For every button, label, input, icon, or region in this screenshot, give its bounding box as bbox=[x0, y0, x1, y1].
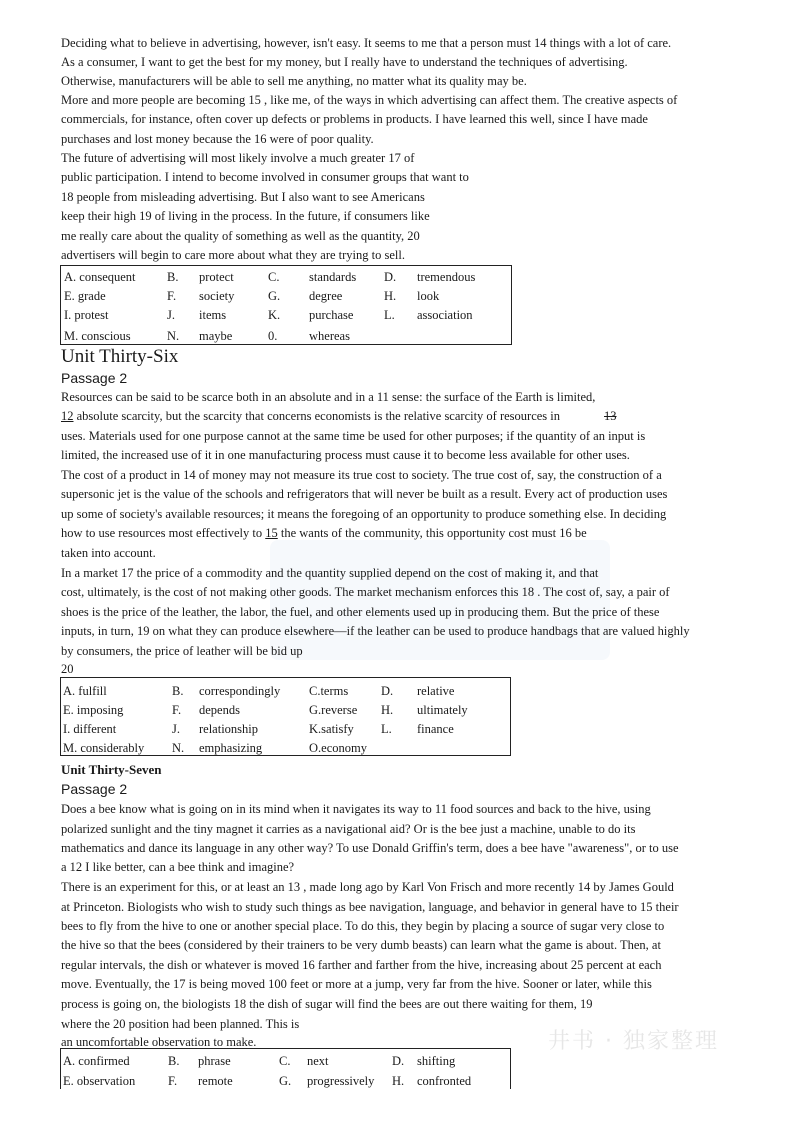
option-letter: L. bbox=[381, 722, 392, 736]
option-letter: H. bbox=[384, 289, 397, 303]
option-letter: F. bbox=[167, 289, 177, 303]
word-bank-unit35 bbox=[60, 265, 512, 345]
text-line: In a market 17 the price of a commodity and the quantity supplied depend on the cost of making it, and that bbox=[61, 566, 599, 580]
text-line: limited, the increased use of it in one manufacturing process must cause it to become less available for other uses. bbox=[61, 448, 630, 462]
option: look bbox=[417, 289, 440, 303]
text-line: regular intervals, the dish or whatever is moved 16 farther and farther from the hive, increasing about 25 percent at each bbox=[61, 958, 662, 972]
option: E. grade bbox=[64, 289, 106, 303]
text-line: polarized sunlight and the tiny magnet it carries as a navigational aid? Or is the bee just a machine, unable to do its bbox=[61, 822, 636, 836]
text-line: Otherwise, manufacturers will be able to sell me anything, no matter what its quality may be. bbox=[61, 74, 527, 88]
text-line: commercials, for instance, often cover up defects or problems in products. I have learned this well, since I have made bbox=[61, 112, 648, 126]
option: E. imposing bbox=[63, 703, 124, 717]
text-line: advertisers will begin to care more about what they are trying to sell. bbox=[61, 248, 405, 262]
option-letter: H. bbox=[392, 1074, 405, 1088]
option-letter: N. bbox=[172, 741, 185, 755]
option-letter: D. bbox=[384, 270, 397, 284]
text-line: 18 people from misleading advertising. But I also want to see Americans bbox=[61, 190, 425, 204]
option: correspondingly bbox=[199, 684, 281, 698]
option: relative bbox=[417, 684, 455, 698]
text-line: keep their high 19 of living in the process. In the future, if consumers like bbox=[61, 209, 430, 223]
text-line: The future of advertising will most likely involve a much greater 17 of bbox=[61, 151, 415, 165]
option: A. confirmed bbox=[63, 1054, 130, 1068]
option-letter: H. bbox=[381, 703, 394, 717]
option: ultimately bbox=[417, 703, 468, 717]
option: A. consequent bbox=[64, 270, 136, 284]
unit36-passage-label: Passage 2 bbox=[61, 370, 128, 386]
option: M. conscious bbox=[64, 329, 131, 343]
word-bank-unit36 bbox=[60, 677, 511, 756]
text-line: at Princeton. Biologists who wish to study such things as bee navigation, language, and behavior in general have to 15 their bbox=[61, 900, 679, 914]
option-letter: J. bbox=[167, 308, 175, 322]
option: E. observation bbox=[63, 1074, 136, 1088]
option-letter: D. bbox=[381, 684, 394, 698]
option: phrase bbox=[198, 1054, 231, 1068]
option: remote bbox=[198, 1074, 233, 1088]
option: emphasizing bbox=[199, 741, 263, 755]
text-line: up some of society's available resources; it means the foregoing of an opportunity to produce something else. In deciding bbox=[61, 507, 667, 521]
option-letter: N. bbox=[167, 329, 180, 343]
option-letter: C. bbox=[279, 1054, 291, 1068]
text-line bbox=[61, 524, 587, 544]
text-line: shoes is the price of the leather, the labor, the fuel, and other elements used up in producing them. But the price of these bbox=[61, 605, 660, 619]
text-line: purchases and lost money because the 16 were of poor quality. bbox=[61, 132, 374, 146]
option: whereas bbox=[309, 329, 350, 343]
text-line bbox=[61, 407, 617, 427]
option: relationship bbox=[199, 722, 259, 736]
option: O.economy bbox=[309, 741, 367, 755]
unit37-passage-label: Passage 2 bbox=[61, 781, 128, 797]
text-line: process is going on, the biologists 18 the dish of sugar will find the bees are out there waiting for them, 19 bbox=[61, 997, 593, 1011]
blank-number: 13 bbox=[604, 409, 617, 423]
text-span: how to use resources most effectively to bbox=[61, 526, 266, 540]
text-line: uses. Materials used for one purpose cannot at the same time be used for other purposes; if the quantity of an input is bbox=[61, 429, 646, 443]
option-letter: 0. bbox=[268, 329, 278, 343]
text-line: me really care about the quality of something as well as the quantity, 20 bbox=[61, 229, 420, 243]
text-line: Resources can be said to be scarce both in an absolute and in a 11 sense: the surface of the Earth is limited, bbox=[61, 390, 596, 404]
blank-number: 12 bbox=[61, 409, 74, 423]
option: standards bbox=[309, 270, 357, 284]
option-letter: C. bbox=[268, 270, 280, 284]
option: maybe bbox=[199, 329, 233, 343]
text-line: cost, ultimately, is the cost of not making other goods. The market mechanism enforces this 18 . The cost of, say, a pair of bbox=[61, 585, 670, 599]
option: I. different bbox=[63, 722, 117, 736]
option: G.reverse bbox=[309, 703, 358, 717]
option-letter: G. bbox=[279, 1074, 292, 1088]
text-line: the hive so that the bees (considered by their trainers to be very dumb beasts) can learn what the game is about. Then, at bbox=[61, 938, 661, 952]
option: society bbox=[199, 289, 235, 303]
text-span: absolute scarcity, but the scarcity that concerns economists is the relative scarcity of resources in bbox=[73, 409, 561, 423]
option-letter: J. bbox=[172, 722, 180, 736]
option: finance bbox=[417, 722, 454, 736]
option-letter: L. bbox=[384, 308, 395, 322]
option: M. considerably bbox=[63, 741, 145, 755]
text-line: public participation. I intend to become involved in consumer groups that want to bbox=[61, 170, 469, 184]
text-line: taken into account. bbox=[61, 546, 156, 560]
option-letter: B. bbox=[167, 270, 179, 284]
option-letter: G. bbox=[268, 289, 281, 303]
text-line: where the 20 position had been planned. This is bbox=[61, 1017, 300, 1031]
option-letter: K. bbox=[268, 308, 281, 322]
option: protect bbox=[199, 270, 234, 284]
text-line: Deciding what to believe in advertising, however, isn't easy. It seems to me that a person must 14 things with a lot of care. bbox=[61, 36, 672, 50]
text-line: bees to fly from the hive to one or another special place. To do this, they begin by placing a source of sugar very close to bbox=[61, 919, 665, 933]
word-bank-unit37 bbox=[60, 1048, 511, 1089]
option: C.terms bbox=[309, 684, 349, 698]
text-line: an uncomfortable observation to make. bbox=[61, 1035, 257, 1049]
option: degree bbox=[309, 289, 343, 303]
option: progressively bbox=[307, 1074, 375, 1088]
option: association bbox=[417, 308, 473, 322]
option: K.satisfy bbox=[309, 722, 354, 736]
option-letter: D. bbox=[392, 1054, 405, 1068]
option: purchase bbox=[309, 308, 354, 322]
option: depends bbox=[199, 703, 240, 717]
option: confronted bbox=[417, 1074, 472, 1088]
text-line: inputs, in turn, 19 on what they can produce elsewhere—if the leather can be used to produce handbags that are valued highly bbox=[61, 624, 690, 638]
unit36-title: Unit Thirty-Six bbox=[61, 346, 179, 367]
text-line: There is an experiment for this, or at least an 13 , made long ago by Karl Von Frisch and more recently 14 by James Gould bbox=[61, 880, 674, 894]
text-line: The cost of a product in 14 of money may not measure its true cost to society. The true cost of, say, the construction of a bbox=[61, 468, 662, 482]
watermark-text: 井书 · 独家整理 bbox=[548, 1029, 719, 1054]
option-letter: F. bbox=[168, 1074, 178, 1088]
option: I. protest bbox=[64, 308, 109, 322]
text-line: Does a bee know what is going on in its mind when it navigates its way to 11 food sources and back to the hive, using bbox=[61, 802, 651, 816]
option: shifting bbox=[417, 1054, 456, 1068]
text-line: supersonic jet is the value of the schools and refrigerators that will never be built as a result. Every act of production uses bbox=[61, 487, 668, 501]
text-line: More and more people are becoming 15 , like me, of the ways in which advertising can affect them. The creative aspects of bbox=[61, 93, 678, 107]
unit37-title: Unit Thirty-Seven bbox=[61, 762, 162, 777]
option-letter: F. bbox=[172, 703, 182, 717]
blank-number: 15 bbox=[265, 526, 278, 540]
text-line: by consumers, the price of leather will be bid up bbox=[61, 644, 303, 658]
option: next bbox=[307, 1054, 329, 1068]
option: tremendous bbox=[417, 270, 476, 284]
text-span: the wants of the community, this opportunity cost must 16 be bbox=[277, 526, 587, 540]
option-letter: B. bbox=[168, 1054, 180, 1068]
text-line: 20 bbox=[61, 662, 74, 676]
option: A. fulfill bbox=[63, 684, 107, 698]
text-line: a 12 I like better, can a bee think and imagine? bbox=[61, 860, 295, 874]
text-line: move. Eventually, the 17 is being moved 100 feet or more at a jump, very far from the hive. Sooner or later, while this bbox=[61, 977, 652, 991]
text-line: As a consumer, I want to get the best for my money, but I really have to understand the techniques of advertising. bbox=[61, 55, 628, 69]
option-letter: B. bbox=[172, 684, 184, 698]
text-line: mathematics and dance its language in any other way? To use Donald Griffin's term, does a bee have "awareness", or to use bbox=[61, 841, 679, 855]
option: items bbox=[199, 308, 227, 322]
